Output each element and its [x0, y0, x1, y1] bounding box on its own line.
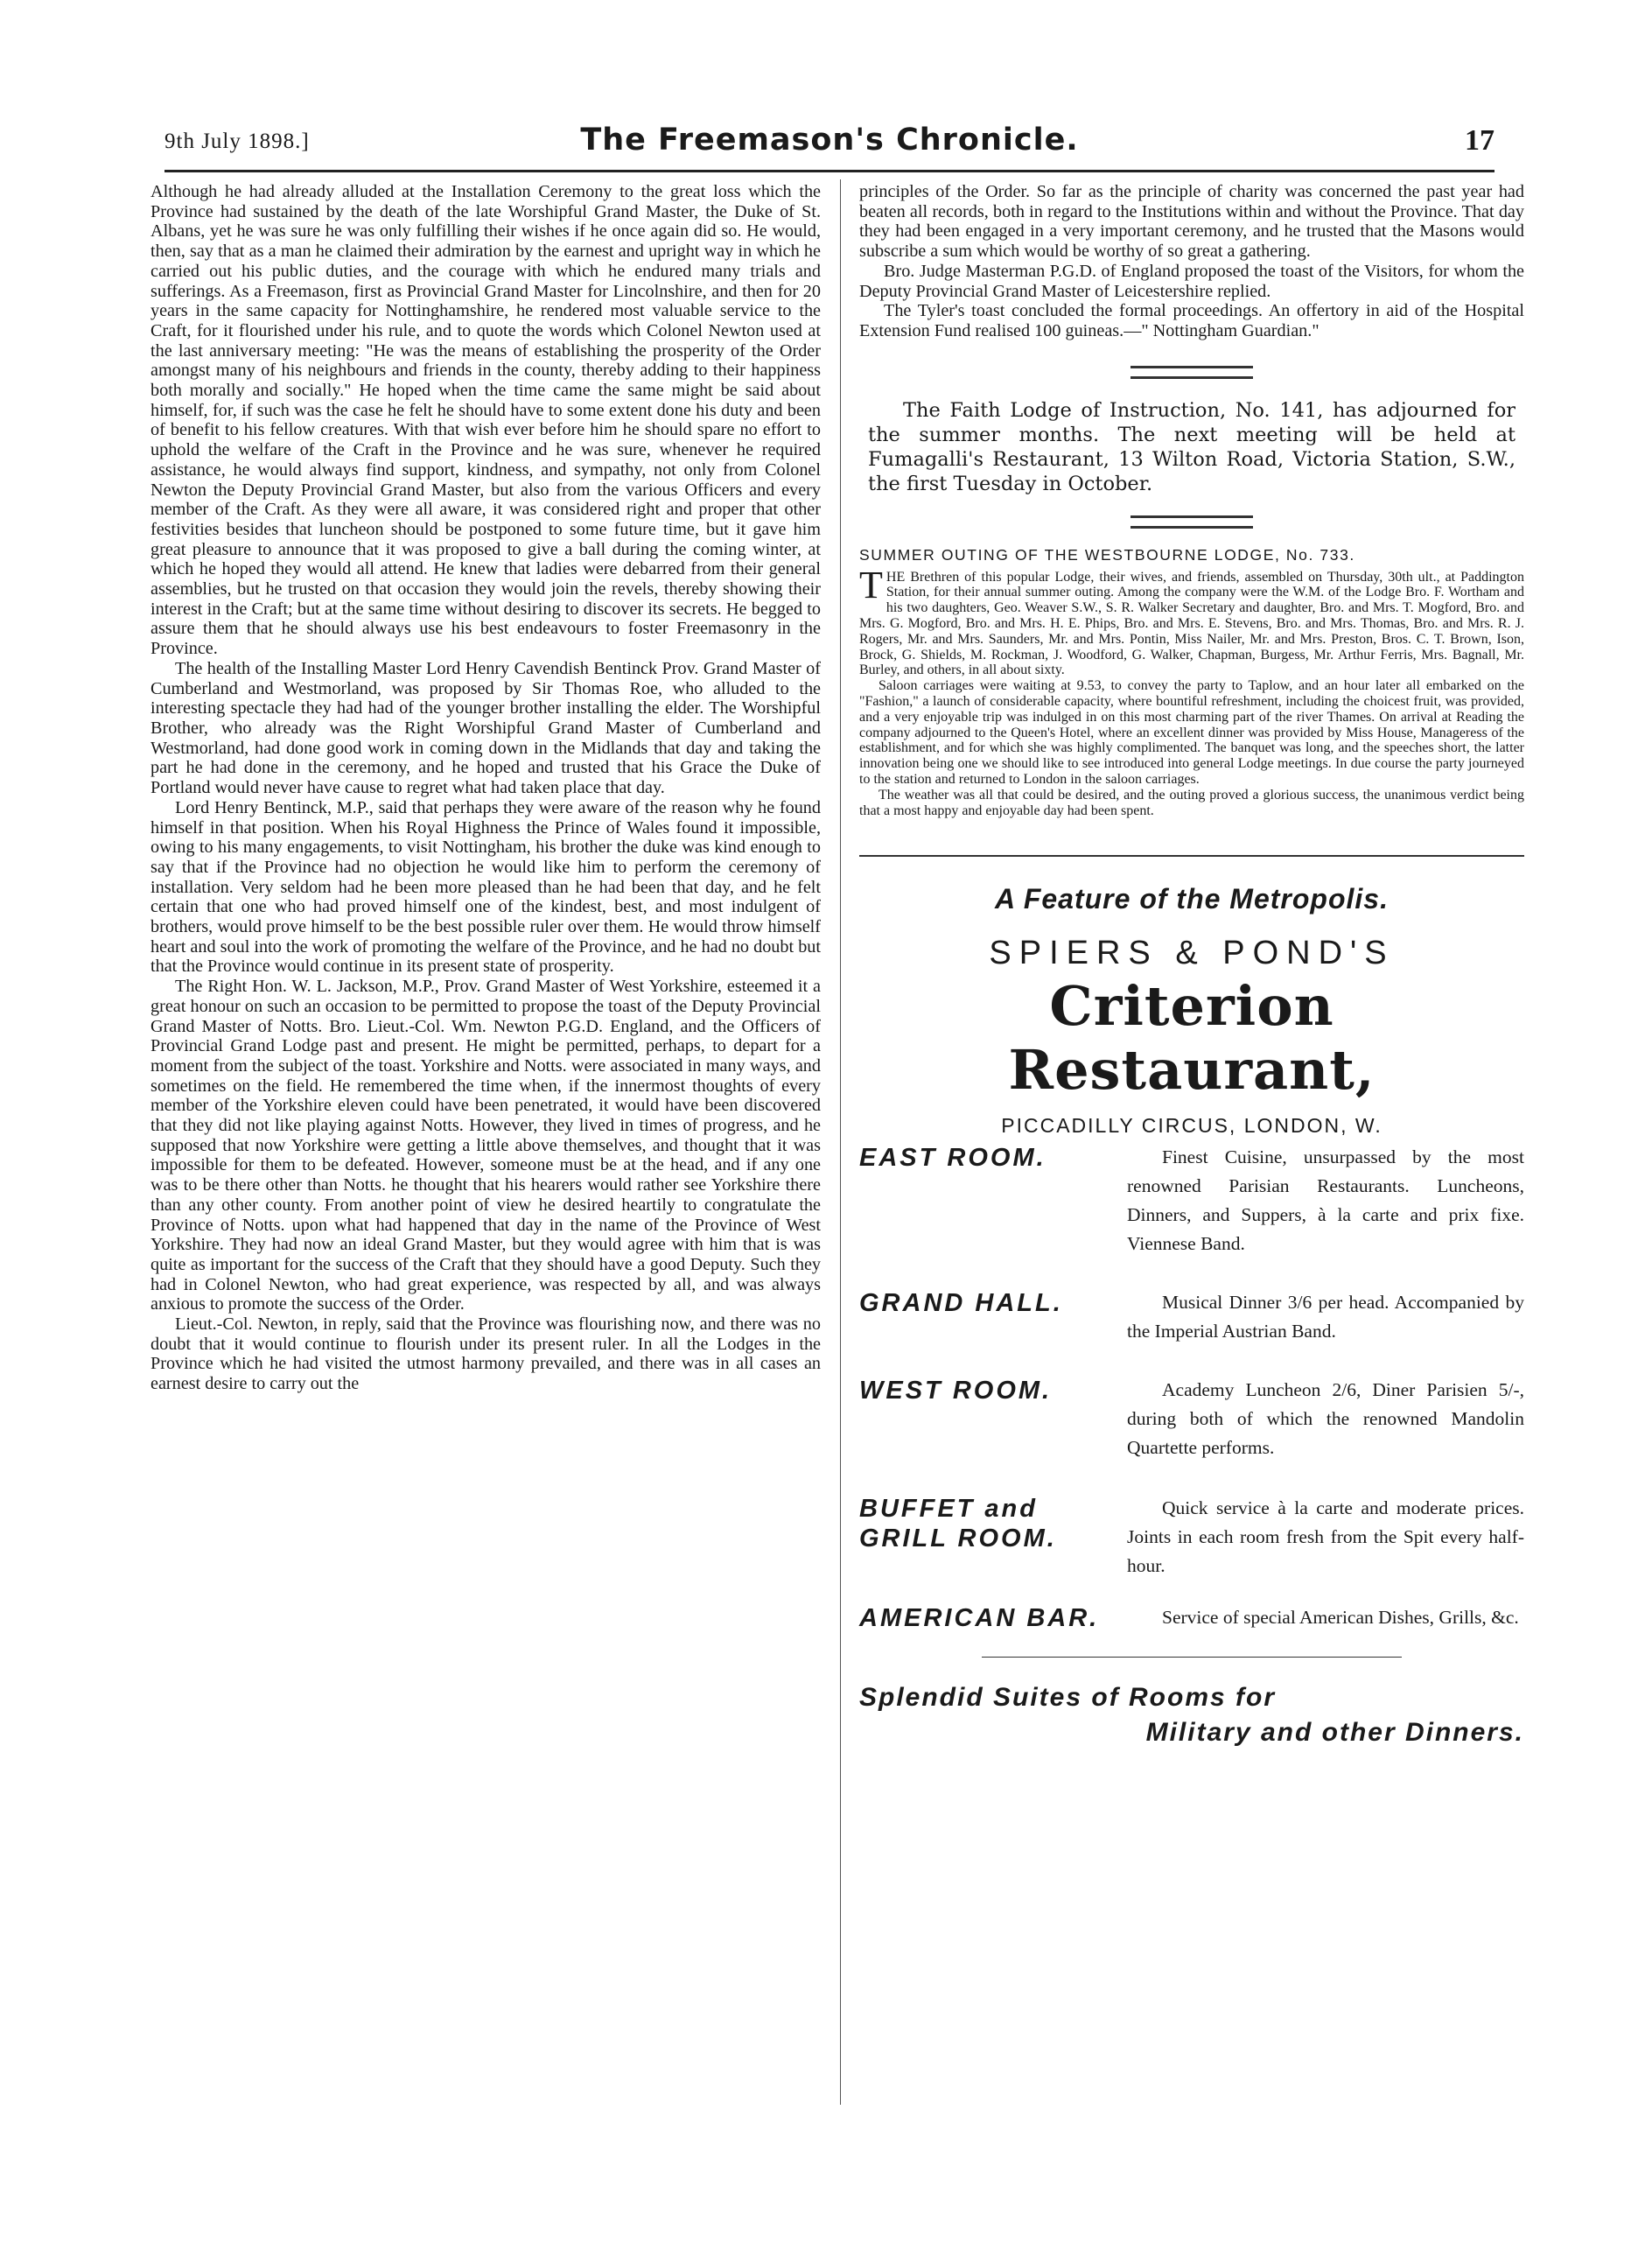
article-paragraph: The Right Hon. W. L. Jackson, M.P., Prov. Grand Master of West Yorkshire, esteemed it a great honour on such an occasion to be permitted to propose the toast of the Deputy Provincial Grand Master of Notts. Bro. Lieut.-Col. Wm. Newton P.G.D. England, and the Officers of Provincial Grand Lodge past and present. He might be permitted, perhaps, to depart for a moment from the subject of the toast. Yorkshire and Notts. were associated in many ways, and sometimes on the field. He remembered the time when, if the innermost thoughts of every member of the Yorkshire eleven could have been penetrated, it would have been discovered that they did not like playing against Notts. However, they lived in times of progress, and he supposed that now Yorkshire were getting a little above themselves, and thought that it was impossible for them to be defeated. However, someone must be at the head, and if any one was to be there other than Notts. he thought that his hearers would rather see Yorkshire there than any other county. From another point of view he desired heartily to congratulate the Province of Notts. upon what had happened that day in the name of the Province of West Yorkshire. They had now an ideal Grand Master, but they would agree with him that is was quite as important for the success of the Craft that they should have a good Deputy. Such they had in Colonel Newton, who had great experience, was respected by all, and was always anxious to promote the success of the Order. [150, 977, 821, 1314]
section-double-rule [1130, 366, 1253, 379]
article-paragraph: principles of the Order. So far as the principle of charity was concerned the past year had beaten all records, both in regard to the Institutions within and without the Province. That day they had been engaged in a very important ceremony, and he trusted that the Masons would subscribe a sum which would be worthy of so great a gathering. [859, 182, 1524, 262]
right-column [859, 182, 1524, 1750]
ad-rule [982, 1657, 1402, 1658]
room-entry-grand-hall [859, 1288, 1524, 1346]
room-name: BUFFET and GRILL ROOM. [859, 1495, 1057, 1553]
ad-restaurant-name: Criterion Restaurant, [1008, 974, 1376, 1103]
article-paragraph: Lord Henry Bentinck, M.P., said that perhaps they were aware of the reason why he found himself in that position. When his Royal Highness the Prince of Wales found it impossible, owing to his many engagements, to visit Nottingham, his brother the duke was kind enough to say that if the Province had no objection he would like him to perform the ceremony of installation. Very seldom had he been more pleased than he had been that day, and he felt certain that one who had proved himself one of the kindest, best, and most indulgent of brothers, would prove himself to be the best possible ruler over them. He would throw himself heart and soul into the work of promoting the welfare of the Province, and he had no doubt but that the Province would continue in its present state of prosperity. [150, 797, 821, 977]
article-paragraph: The weather was all that could be desired, and the outing proved a glorious success, the unanimous verdict being that a most happy and enjoyable day had been spent. [859, 787, 1524, 818]
ad-proprietor: SPIERS & POND'S [989, 935, 1395, 972]
article-paragraph: Saloon carriages were waiting at 9.53, to convey the party to Taplow, and an hour later all embarked on the "Fashion," a launch of considerable capacity, where bountiful refreshment, including the choicest fruit, was provided, and a very enjoyable trip was indulged in on this most charming part of the river Thames. On arrival at Reading the company adjourned to the Queen's Hotel, where an excellent dinner was provided by Miss House, Manageress of the establishment, and for which she was highly complimented. The banquet was long, and the speeches short, the latter innovation being one we should like to see introduced into general Lodge meetings. In due course the party journeyed to the station and returned to London in the saloon carriages. [859, 678, 1524, 787]
article-paragraph: The Tyler's toast concluded the formal proceedings. An offertory in aid of the Hospital Extension Fund realised 100 guineas.—" Nottingham Guardian." [859, 301, 1524, 340]
section-double-rule [1130, 515, 1253, 529]
room-description: Quick service à la carte and moderate prices. Joints in each room fresh from the Spit every half-hour. [1127, 1497, 1524, 1577]
ad-feature-heading: A Feature of the Metropolis. [995, 883, 1389, 915]
running-header [164, 123, 1494, 163]
room-entry-west [859, 1376, 1524, 1462]
page-number: 17 [1465, 124, 1494, 157]
article-continuation [859, 182, 1524, 341]
room-name: AMERICAN BAR. [859, 1604, 1100, 1633]
header-rule [164, 170, 1494, 172]
column-divider [840, 179, 841, 2105]
issue-date: 9th July 1898.] [164, 130, 310, 153]
notice-text: The Faith Lodge of Instruction, No. 141, has adjourned for the summer months. The next meeting will be held at Fumagalli's Restaurant, 13 Wilton Road, Victoria Station, S.W., the first Tuesday in October. [868, 398, 1516, 495]
ad-suites-line2: Military and other Dinners. [1145, 1718, 1524, 1748]
article-paragraph: Lieut.-Col. Newton, in reply, said that the Province was flourishing now, and there was no doubt that it would continue to flourish under its present ruler. In all the Lodges in the Province which he had visited the utmost harmony prevailed, and there was in all cases an earnest desire to carry out the [150, 1314, 821, 1394]
ad-address: PICCADILLY CIRCUS, LONDON, W. [1001, 1114, 1382, 1138]
article-paragraph: The health of the Installing Master Lord Henry Cavendish Bentinck Prov. Grand Master of Cumberland and Westmorland, was proposed by Sir Thomas Roe, who alluded to the interesting spectacle they had had of the younger brother installing the elder. The Worshipful Brother, who already was the Right Worshipful Grand Master of Cumberland and Westmorland, had done good work in coming down in the Midlands that day and taking the part he had done in the ceremony, and he hoped and trusted that his Grace the Duke of Portland would never have cause to regret what had taken place that day. [150, 658, 821, 798]
room-description: Service of special American Dishes, Grills, &c. [1162, 1607, 1519, 1629]
outing-report [859, 563, 1524, 819]
room-description: Academy Luncheon 2/6, Diner Parisien 5/-, during both of which the renowned Mandolin Quartette performs. [1127, 1379, 1524, 1459]
faith-lodge-notice [859, 398, 1524, 496]
room-name: GRAND HALL. [859, 1289, 1063, 1318]
room-entry-buffet [859, 1494, 1524, 1581]
room-description: Musical Dinner 3/6 per head. Accompanied by the Imperial Austrian Band. [1127, 1292, 1524, 1342]
article-paragraph: Although he had already alluded at the Installation Ceremony to the great loss which the Province had sustained by the death of the late Worshipful Grand Master, the Duke of St. Albans, yet he was sure he was only fulfilling their wishes if he once again did so. He would, then, say that as a man he claimed their admiration by the earnest and upright way in which he carried out his public duties, and the courage with which he endured many trials and sufferings. As a Freemason, first as Provincial Grand Master for Lincolnshire, and then for 20 years in the same capacity for Nottinghamshire, he rendered most valuable service to the Craft, for it flourished under his rule, and to quote the words which Colonel Newton used at the last anniversary meeting: "He was the means of establishing the prosperity of the Order amongst many of his neighbours and friends in the county, thereby adding to their happiness both morally and socially." He hoped when the time came the same might be said about himself, for, if such was the case he felt he should have to some extent done his duty and been of benefit to his fellow creatures. With that wish ever before him he should spare no effort to uphold the welfare of the Craft in the Province and he was sure, whenever he required assistance, he would always find support, kindness, and sympathy, not only from Colonel Newton the Deputy Provincial Grand Master, but also from the various Officers and every member of the Craft. As they were all aware, it was considered right and proper that other festivities besides that luncheon should be postponed to some future time, but it gave him great pleasure to announce that it was proposed to give a ball during the coming winter, at which he hoped they would all attend. He knew that ladies were debarred from their general assemblies, but he trusted on that occasion they would join the revels, thereby showing their interest in the Craft; but at the same time without desiring to discover its secrets. He begged to assure them that he should always use his best endeavours to foster Freemasonry in the Province. [150, 182, 821, 659]
article-paragraph [859, 563, 1524, 679]
outing-first-text: HE Brethren of this popular Lodge, their wives, and friends, assembled on Thursday, 30th ult., at Paddington Station, for their annual summer outing. Among the company were the W.M. of the Lodge Bro. F. Wortham and his two daughters, Geo. Weaver S.W., S. R. Walker Secretary and daughter, Bro. and Mrs. T. Mogford, Bro. and Mrs. G. Mogford, Bro. and Mrs. H. E. Phips, Bro. and Mrs. E. Stevens, Bro. and Mrs. Thomas, Bro. and Mrs. R. J. Rogers, Mr. and Mrs. Saunders, Mr. and Mrs. Pontin, Miss Nailer, Mr. and Mrs. Preston, Bros. C. T. Brown, Ison, Brock, G. Shields, M. Rockman, J. Woodford, G. Walker, Chapman, Burgess, Mr. Arthur Ferris, Mrs. Bagnall, Mr. Burley, and others, in all about sixty. [859, 569, 1524, 678]
ad-suites-line1: Splendid Suites of Rooms for [859, 1683, 1277, 1713]
room-description: Finest Cuisine, unsurpassed by the most renowned Parisian Restaurants. Luncheons, Dinners, and Suppers, à la carte and prix fixe. Viennese Band. [1127, 1146, 1524, 1255]
room-entry-american-bar [859, 1603, 1524, 1632]
section-rule [859, 855, 1524, 857]
drop-cap: T [859, 563, 883, 606]
room-entry-east [859, 1143, 1524, 1258]
article-paragraph: Bro. Judge Masterman P.G.D. of England proposed the toast of the Visitors, for whom the Deputy Provincial Grand Master of Leicestershire replied. [859, 261, 1524, 301]
criterion-advertisement [859, 883, 1524, 1750]
publication-title: The Freemason's Chronicle. [580, 123, 1079, 158]
room-name: EAST ROOM. [859, 1144, 1046, 1173]
left-column [150, 182, 821, 2107]
outing-headline: SUMMER OUTING OF THE WESTBOURNE LODGE, No. 733. [859, 545, 1355, 564]
room-name: WEST ROOM. [859, 1377, 1053, 1405]
